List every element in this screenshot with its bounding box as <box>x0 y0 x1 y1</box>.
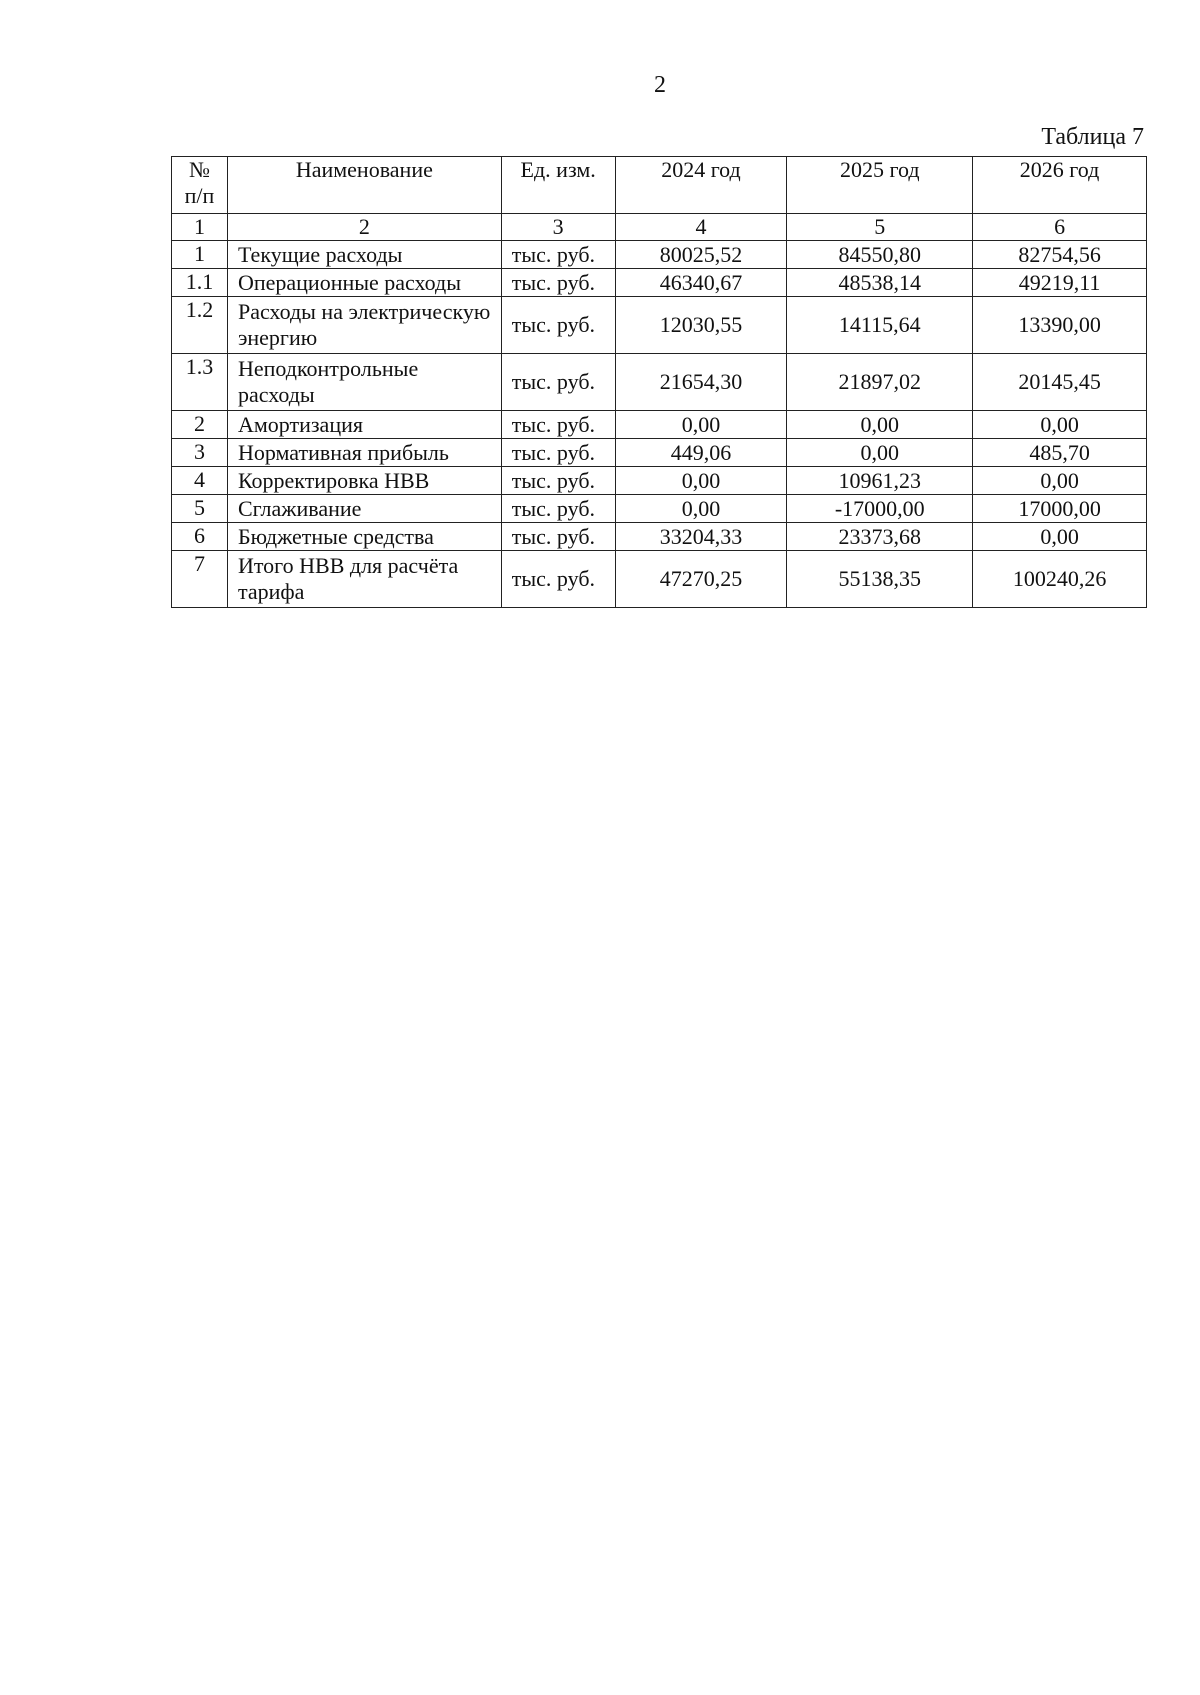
value-2025: 0,00 <box>787 411 973 439</box>
column-index-cell: 6 <box>973 214 1147 241</box>
row-number: 2 <box>172 411 228 439</box>
row-unit: тыс. руб. <box>501 411 615 439</box>
value-2025: 48538,14 <box>787 269 973 297</box>
row-name: Амортизация <box>227 411 501 439</box>
value-2026: 0,00 <box>973 411 1147 439</box>
row-number: 7 <box>172 551 228 608</box>
row-name: Текущие расходы <box>227 241 501 269</box>
row-name: Сглаживание <box>227 495 501 523</box>
value-2026: 100240,26 <box>973 551 1147 608</box>
header-2024: 2024 год <box>615 157 787 214</box>
value-2025: 84550,80 <box>787 241 973 269</box>
row-number: 1 <box>172 241 228 269</box>
row-name: Корректировка НВВ <box>227 467 501 495</box>
row-number: 3 <box>172 439 228 467</box>
value-2024: 0,00 <box>615 495 787 523</box>
row-name: Неподконтрольные расходы <box>227 354 501 411</box>
value-2025: 0,00 <box>787 439 973 467</box>
row-name: Операционные расходы <box>227 269 501 297</box>
table-row <box>172 467 1147 495</box>
row-number: 6 <box>172 523 228 551</box>
value-2025: 21897,02 <box>787 354 973 411</box>
value-2026: 49219,11 <box>973 269 1147 297</box>
tariff-table <box>171 156 1147 608</box>
value-2024: 80025,52 <box>615 241 787 269</box>
column-index-cell: 1 <box>172 214 228 241</box>
table-row <box>172 411 1147 439</box>
table-row <box>172 551 1147 608</box>
header-2026: 2026 год <box>973 157 1147 214</box>
column-index-row <box>172 214 1147 241</box>
table-caption: Таблица 7 <box>1041 124 1144 150</box>
value-2026: 13390,00 <box>973 297 1147 354</box>
page-number: 2 <box>654 72 666 98</box>
row-unit: тыс. руб. <box>501 297 615 354</box>
value-2025: 23373,68 <box>787 523 973 551</box>
header-num: № п/п <box>172 157 228 214</box>
table-row <box>172 241 1147 269</box>
row-number: 1.1 <box>172 269 228 297</box>
row-name: Нормативная прибыль <box>227 439 501 467</box>
row-number: 1.3 <box>172 354 228 411</box>
value-2026: 0,00 <box>973 523 1147 551</box>
row-name: Расходы на электрическую энергию <box>227 297 501 354</box>
column-index-cell: 3 <box>501 214 615 241</box>
value-2024: 33204,33 <box>615 523 787 551</box>
row-number: 5 <box>172 495 228 523</box>
value-2024: 47270,25 <box>615 551 787 608</box>
row-number: 4 <box>172 467 228 495</box>
row-unit: тыс. руб. <box>501 467 615 495</box>
table-row <box>172 354 1147 411</box>
table-row <box>172 523 1147 551</box>
value-2025: -17000,00 <box>787 495 973 523</box>
row-number: 1.2 <box>172 297 228 354</box>
value-2024: 46340,67 <box>615 269 787 297</box>
value-2024: 21654,30 <box>615 354 787 411</box>
value-2024: 449,06 <box>615 439 787 467</box>
value-2024: 12030,55 <box>615 297 787 354</box>
row-name: Бюджетные средства <box>227 523 501 551</box>
header-unit: Ед. изм. <box>501 157 615 214</box>
table-row <box>172 495 1147 523</box>
row-unit: тыс. руб. <box>501 551 615 608</box>
row-unit: тыс. руб. <box>501 523 615 551</box>
value-2026: 0,00 <box>973 467 1147 495</box>
value-2025: 55138,35 <box>787 551 973 608</box>
value-2024: 0,00 <box>615 411 787 439</box>
column-index-cell: 2 <box>227 214 501 241</box>
value-2025: 10961,23 <box>787 467 973 495</box>
value-2026: 20145,45 <box>973 354 1147 411</box>
table-row <box>172 269 1147 297</box>
table-header-row <box>172 157 1147 214</box>
row-unit: тыс. руб. <box>501 495 615 523</box>
header-2025: 2025 год <box>787 157 973 214</box>
value-2026: 82754,56 <box>973 241 1147 269</box>
table-row <box>172 297 1147 354</box>
column-index-cell: 5 <box>787 214 973 241</box>
table-row <box>172 439 1147 467</box>
row-unit: тыс. руб. <box>501 354 615 411</box>
row-unit: тыс. руб. <box>501 269 615 297</box>
row-name: Итого НВВ для расчёта тарифа <box>227 551 501 608</box>
value-2026: 485,70 <box>973 439 1147 467</box>
header-name: Наименование <box>227 157 501 214</box>
column-index-cell: 4 <box>615 214 787 241</box>
value-2025: 14115,64 <box>787 297 973 354</box>
row-unit: тыс. руб. <box>501 439 615 467</box>
value-2026: 17000,00 <box>973 495 1147 523</box>
row-unit: тыс. руб. <box>501 241 615 269</box>
value-2024: 0,00 <box>615 467 787 495</box>
